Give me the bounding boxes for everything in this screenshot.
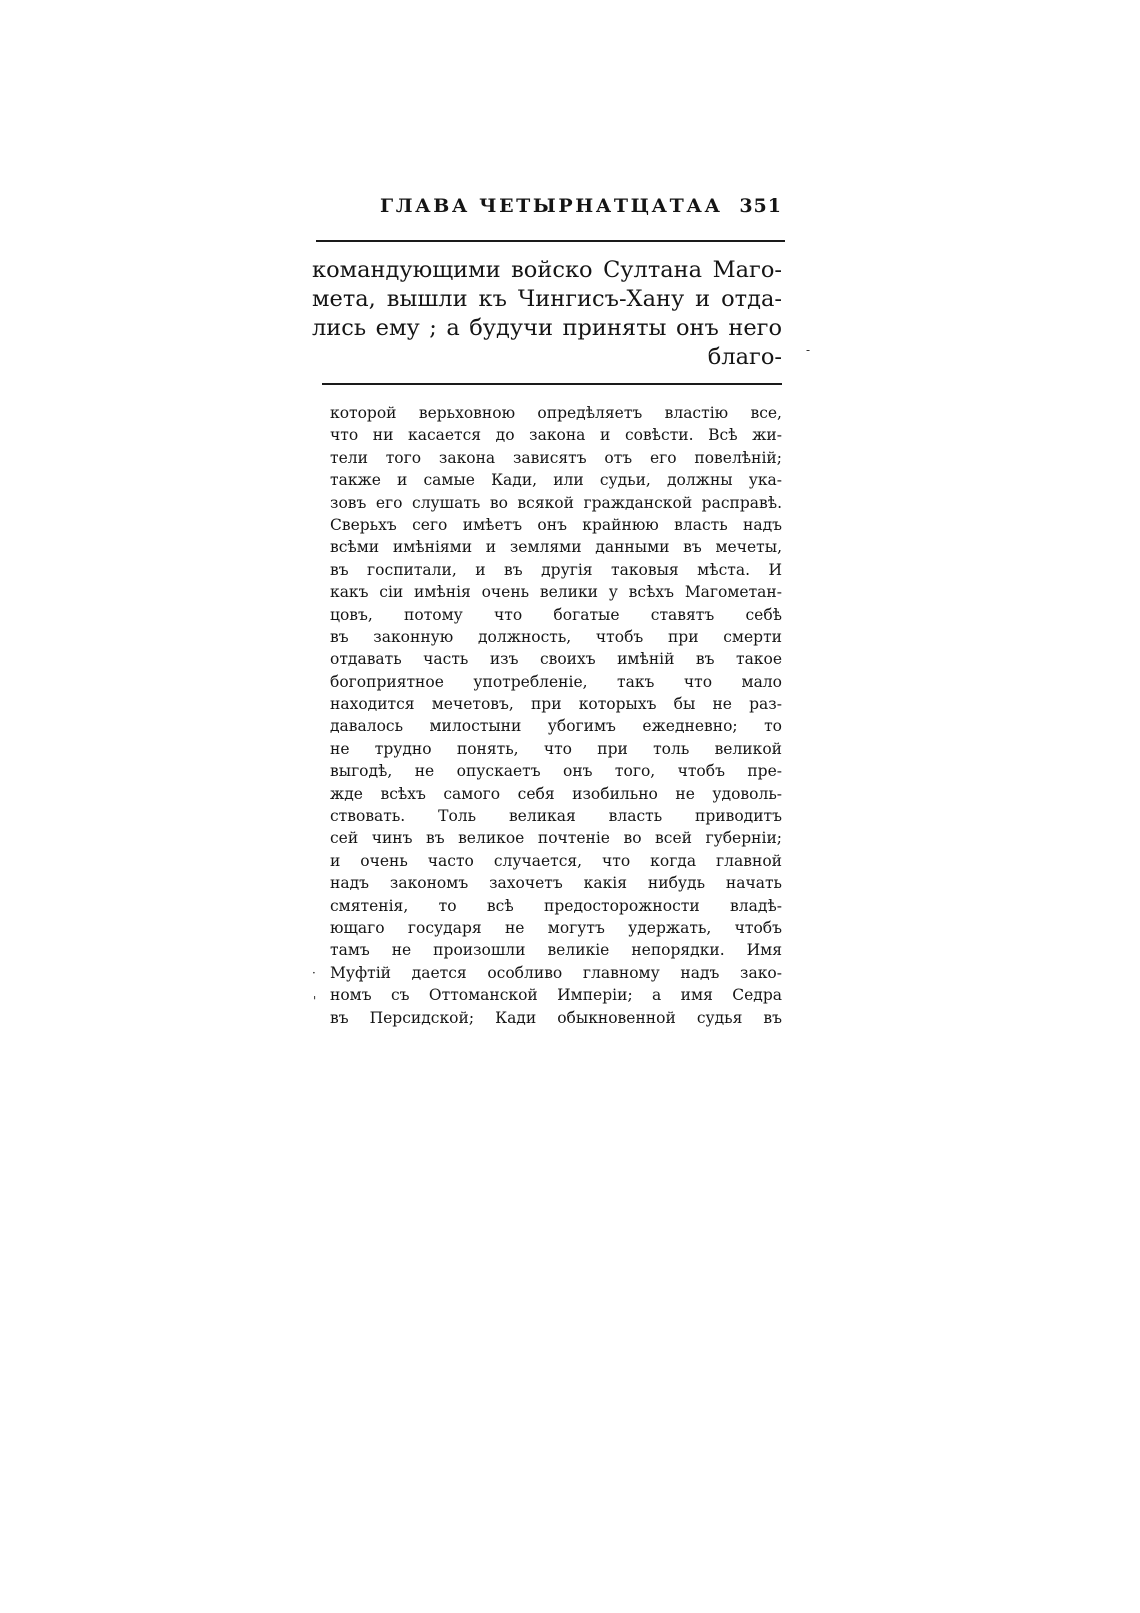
chapter-title: ГЛАВА ЧЕТЫРНАТЦАТАА (380, 195, 723, 217)
text-line: что ни касается до закона и совѣсти. Всѣ жи- (330, 426, 782, 445)
text-line: лись ему ; а будучи приняты онъ него (312, 315, 782, 341)
text-line: выгодѣ, не опускаетъ онъ того, чтобъ пре- (330, 762, 782, 781)
text-line: какъ сіи имѣнія очень велики у всѣхъ Магометан- (330, 583, 782, 602)
main-text-fragment (312, 256, 782, 372)
text-line: жде всѣхъ самого себя изобильно не удоволь- (330, 784, 782, 803)
margin-mark: - (806, 343, 811, 357)
footnote-rule (322, 383, 782, 385)
catchword: благо- (707, 344, 782, 370)
text-line: также и самые Кади, или судьи, должны ука- (330, 471, 782, 490)
running-head (380, 194, 782, 222)
text-line: въ Персидской; Кади обыкновенной судья въ (330, 1008, 782, 1027)
text-line: и очень часто случается, что когда главной (330, 851, 782, 870)
text-line: тели того закона зависятъ отъ его повелѣній; (330, 448, 782, 467)
text-line: богоприятное употребленіе, такъ что мало (330, 672, 782, 691)
margin-mark: ' (313, 994, 317, 1008)
text-line: находится мечетовъ, при которыхъ бы не раз- (330, 695, 782, 714)
text-line: давалось милостыни убогимъ ежедневно; то (330, 717, 782, 736)
text-line: надъ закономъ захочетъ какія нибудь начать (330, 874, 782, 893)
text-line: мета, вышли къ Чингисъ-Хану и отда- (312, 286, 782, 312)
text-line: всѣми имѣніями и землями данными въ мечеты, (330, 538, 782, 557)
text-line: Сверьхъ сего имѣетъ онъ крайнюю власть надъ (330, 515, 782, 534)
margin-mark: · (312, 966, 316, 980)
header-rule (316, 240, 785, 242)
text-line: Муфтій дается особливо главному надъ зако- (330, 963, 782, 982)
text-line: въ законную должность, чтобъ при смерти (330, 627, 782, 646)
footnote-text (330, 402, 782, 1029)
text-line: не трудно понять, что при толь великой (330, 739, 782, 758)
text-line: тамъ не произошли великіе непорядки. Имя (330, 941, 782, 960)
text-line: командующими войско Султана Маго- (312, 257, 782, 283)
text-line: зовъ его слушать во всякой гражданской расправѣ. (330, 493, 782, 512)
text-line: въ госпитали, и въ другія таковыя мѣста. И (330, 560, 782, 579)
text-line: цовъ, потому что богатые ставятъ себѣ (330, 605, 782, 624)
page-number: 351 (739, 195, 782, 217)
text-line: номъ съ Оттоманской Имперіи; а имя Седра (330, 986, 782, 1005)
text-line: отдавать часть изъ своихъ имѣній въ такое (330, 650, 782, 669)
text-line: сей чинъ въ великое почтеніе во всей губерніи; (330, 829, 782, 848)
text-line: ствовать. Толь великая власть приводитъ (330, 807, 782, 826)
text-line: которой верьховною опредѣляетъ властію все, (330, 404, 782, 422)
text-line: ющаго государя не могутъ удержать, чтобъ (330, 918, 782, 937)
text-line: смятенія, то всѣ предосторожности владѣ- (330, 896, 782, 915)
